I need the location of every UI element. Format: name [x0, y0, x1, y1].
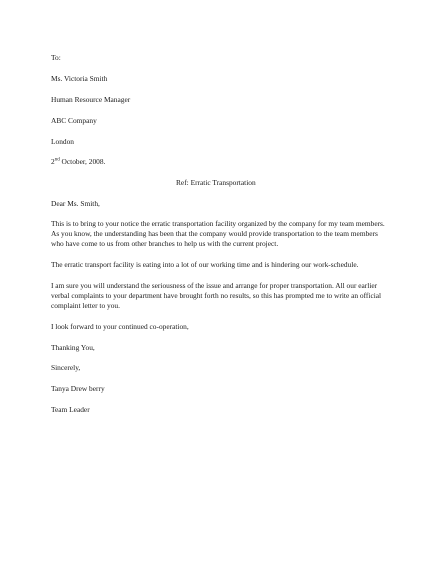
recipient-name: Ms. Victoria Smith: [51, 74, 108, 83]
recipient-title: Human Resource Manager: [51, 95, 131, 104]
paragraph-1: This is to bring to your notice the erratic transportation facility organized by the company for my team members. As you know, the understanding has been that the company would provide transportation to the team members who have come to us from other branches to help us with the current project.: [51, 219, 385, 248]
city: London: [51, 137, 74, 146]
paragraph-2: The erratic transport facility is eating into a lot of our working time and is hindering our work-schedule.: [51, 260, 359, 269]
company-name: ABC Company: [51, 116, 97, 125]
date-suffix: nd: [54, 157, 60, 163]
sender-title: Team Leader: [51, 405, 90, 414]
reference-line: Ref: Erratic Transportation: [176, 178, 256, 187]
date-rest: October, 2008.: [59, 157, 106, 166]
date-day: 2: [51, 157, 55, 166]
sender-name: Tanya Drew berry: [51, 384, 105, 393]
to-label: To:: [51, 53, 61, 62]
paragraph-3: I am sure you will understand the seriousness of the issue and arrange for proper transportation. All our earlier verbal complaints to your department have brought forth no results, so this has prompted me to write an official complaint letter to you.: [51, 281, 382, 310]
closing-line: Sincerely,: [51, 363, 81, 372]
paragraph-4: I look forward to your continued co-operation,: [51, 322, 189, 331]
salutation: Dear Ms. Smith,: [51, 199, 100, 208]
thanks-line: Thanking You,: [51, 343, 95, 352]
letter-date: [51, 157, 105, 167]
